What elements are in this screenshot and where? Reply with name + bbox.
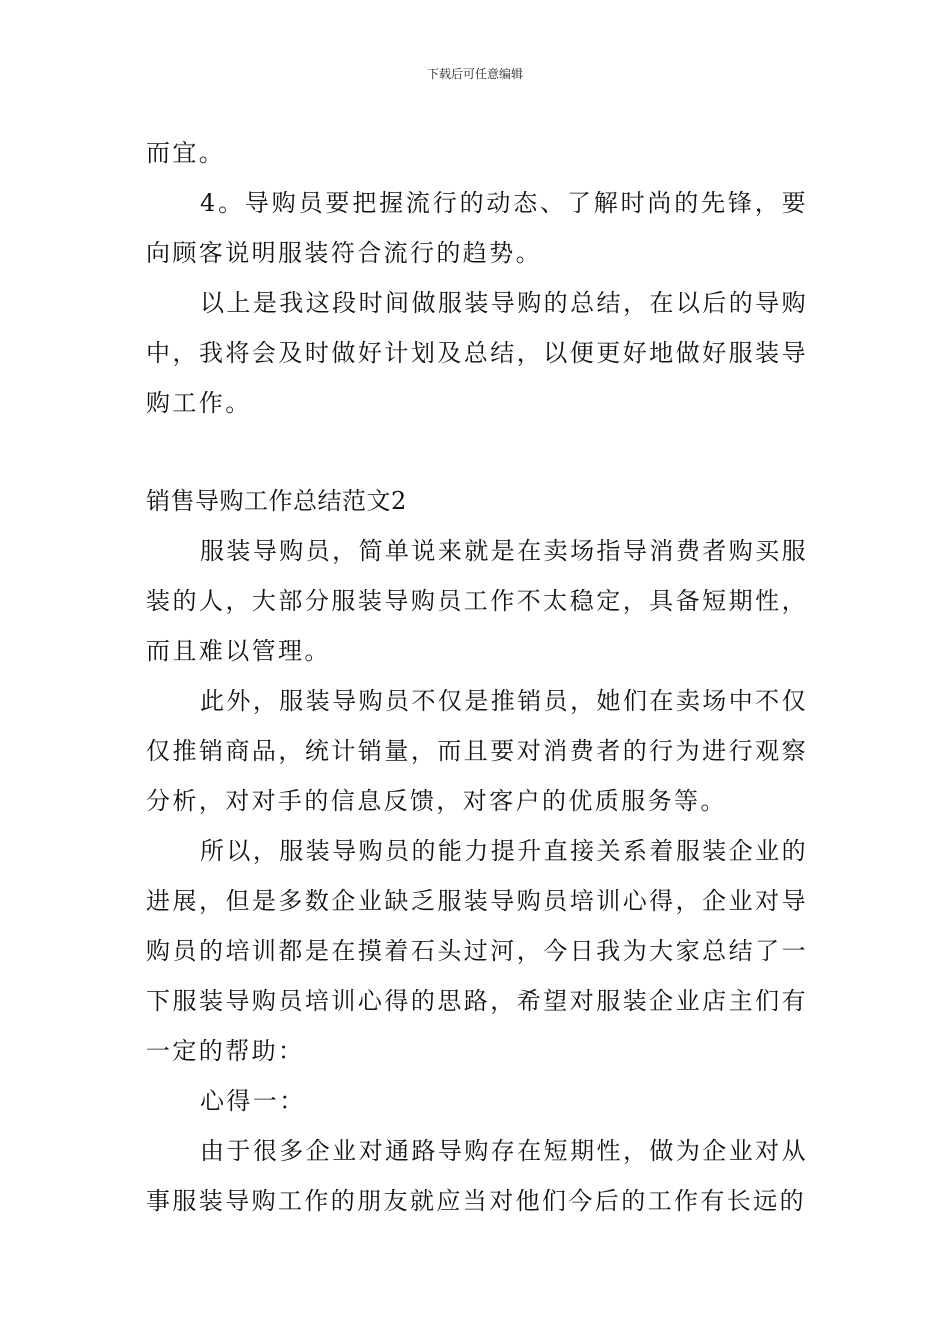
paragraph-definition: 服装导购员，简单说来就是在卖场指导消费者购买服装的人，大部分服装导购员工作不太稳定，具备短期性，而且难以管理。: [146, 537, 808, 665]
section-heading: 销售导购工作总结范文2: [146, 487, 407, 515]
section-gap: [146, 428, 808, 476]
paragraph-role: 此外，服装导购员不仅是推销员，她们在卖场中不仅仅推销商品，统计销量，而且要对消费者的行为进行观察分析，对对手的信息反馈，对客户的优质服务等。: [146, 687, 808, 815]
paragraph-experience-one: 由于很多企业对通路导购存在短期性，做为企业对从事服装导购工作的朋友就应当对他们今后的工作有长远的: [146, 1137, 808, 1215]
document-body: [146, 128, 808, 1226]
page-header-note: 下载后可任意编辑: [426, 67, 523, 81]
paragraph-continuation: 而宜。: [146, 139, 226, 167]
paragraph-summary: 以上是我这段时间做服装导购的总结，在以后的导购中，我将会及时做好计划及总结，以便更好地做好服装导购工作。: [146, 289, 808, 417]
paragraph-importance: 所以，服装导购员的能力提升直接关系着服装企业的进展，但是多数企业缺乏服装导购员培训心得，企业对导购员的培训都是在摸着石头过河，今日我为大家总结了一下服装导购员培训心得的思路，希望对服装企业店主们有一定的帮助：: [146, 837, 808, 1065]
paragraph-point-4: 4。导购员要把握流行的动态、了解时尚的先锋，要向顾客说明服装符合流行的趋势。: [146, 189, 808, 267]
paragraph-subheading: 心得一：: [200, 1087, 306, 1115]
